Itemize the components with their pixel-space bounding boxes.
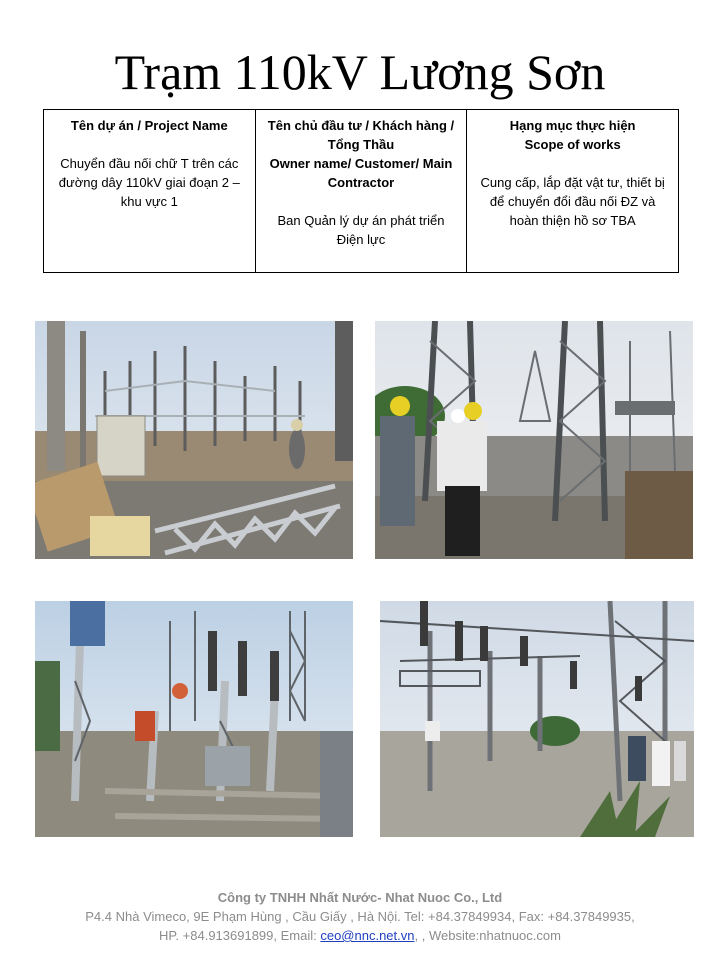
owner-value: Ban Quản lý dự án phát triển Điện lực [277, 213, 445, 247]
footer-website: , , Website:nhatnuoc.com [414, 928, 561, 943]
project-info-table [43, 109, 679, 273]
photo-substation-truss-assembly [35, 321, 353, 559]
photo-support-installation [35, 601, 353, 837]
owner-heading-en: Owner name/ Customer/ Main Contractor [269, 156, 453, 190]
scope-heading-en: Scope of works [524, 137, 621, 152]
project-name-cell [44, 110, 256, 273]
project-name-heading: Tên dự án / Project Name [70, 118, 228, 133]
owner-cell [255, 110, 467, 273]
photo-completed-bays [380, 601, 694, 837]
scope-heading-vn: Hạng mục thực hiện [509, 118, 636, 133]
company-footer [0, 888, 720, 945]
scope-value: Cung cấp, lắp đặt vật tư, thiết bị để chuyển đổi đầu nối ĐZ và hoàn thiện hồ sơ TBA [480, 175, 665, 228]
footer-address: P4.4 Nhà Vimeco, 9E Phạm Hùng , Cầu Giấy , Hà Nội. Tel: +84.37849934, Fax: +84.37849935, [85, 909, 635, 924]
footer-contact [0, 926, 720, 945]
footer-phone-label: HP. +84.913691899, Email: [159, 928, 321, 943]
project-name-value: Chuyển đầu nối chữ T trên các đường dây 110kV giai đoạn 2 – khu vực 1 [58, 156, 240, 209]
footer-company-name: Công ty TNHH Nhất Nước- Nhat Nuoc Co., Ltd [217, 890, 503, 905]
page-title: Trạm 110kV Lương Sơn [114, 44, 606, 100]
footer-email-link[interactable]: ceo@nnc.net.vn [320, 928, 415, 943]
scope-cell [467, 110, 679, 273]
photo-site-inspection [375, 321, 693, 559]
owner-heading-vn: Tên chủ đầu tư / Khách hàng / Tổng Thầu [267, 118, 455, 152]
